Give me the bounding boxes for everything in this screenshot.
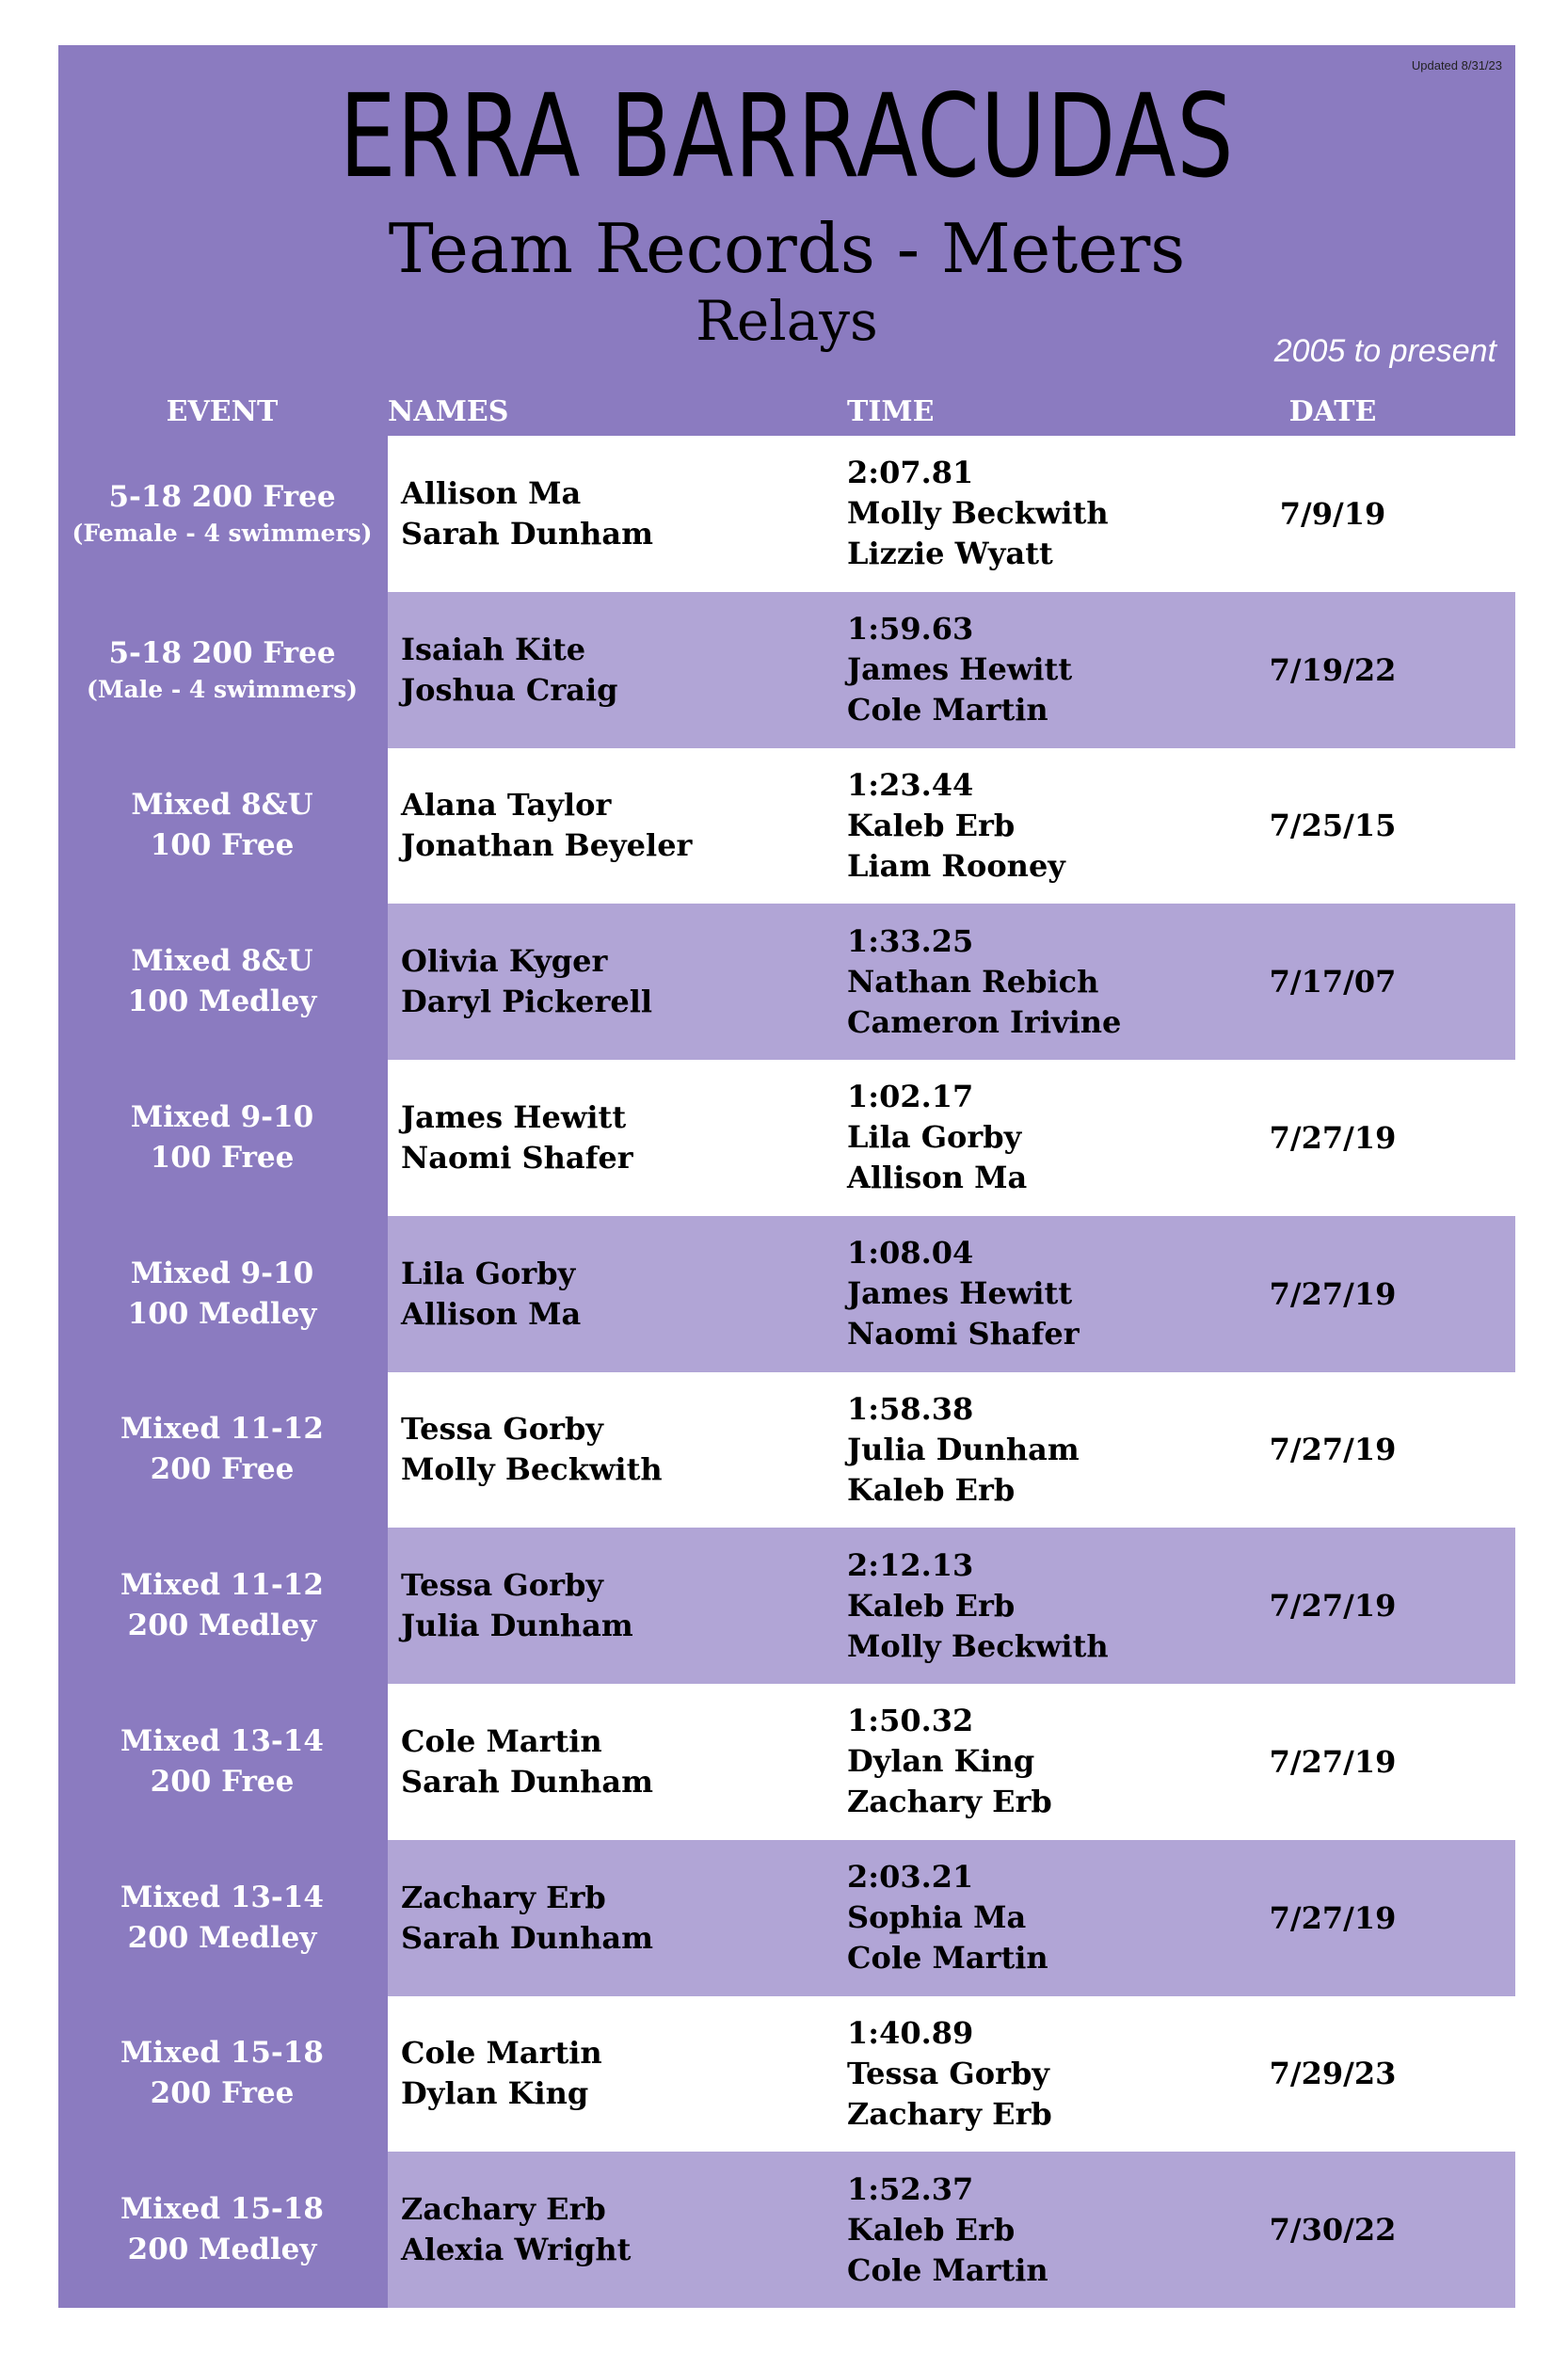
swimmer-name: Cole Martin (401, 1722, 602, 1759)
names-cell (401, 1216, 581, 1372)
record-cells (388, 1684, 1515, 1840)
swimmer-name: Kaleb Erb (847, 1587, 1016, 1624)
table-row (58, 1372, 1515, 1529)
swimmer-name: Allison Ma (401, 1295, 582, 1332)
table-row (58, 2152, 1515, 2308)
event-name: Mixed 9-10 (130, 1099, 314, 1134)
event-cell (58, 1528, 386, 1684)
swimmer-name: Liam Rooney (847, 847, 1065, 884)
record-cells (388, 592, 1515, 748)
names-cell (401, 1996, 602, 2153)
swimmer-name: Cameron Irivine (847, 1003, 1122, 1040)
swimmer-name: Cole Martin (401, 2035, 602, 2072)
event-distance: 100 Medley (127, 984, 317, 1019)
record-time: 2:12.13 (847, 1546, 974, 1583)
record-date: 7/27/19 (1269, 1119, 1397, 1156)
table-row (58, 748, 1515, 904)
swimmer-name: Naomi Shafer (847, 1316, 1080, 1353)
swimmer-name: Isaiah Kite (401, 631, 586, 667)
names-cell (401, 1684, 653, 1840)
event-cell (58, 436, 386, 592)
record-time: 1:08.04 (847, 1235, 974, 1272)
time-cell (847, 1528, 1109, 1684)
swimmer-name: Tessa Gorby (847, 2055, 1049, 2091)
date-range: 2005 to present (1273, 333, 1496, 369)
event-cell (58, 904, 386, 1060)
event-distance: 200 Medley (127, 1920, 317, 1955)
event-distance: 200 Free (150, 1764, 295, 1799)
updated-date: Updated 8/31/23 (1411, 58, 1502, 72)
record-date: 7/25/15 (1269, 808, 1397, 844)
event-distance: 200 Medley (127, 1609, 317, 1643)
event-name: Mixed 8&U (131, 788, 313, 823)
record-cells (388, 436, 1515, 592)
event-cell (58, 1996, 386, 2153)
swimmer-name: Cole Martin (847, 692, 1048, 728)
swimmer-name: Molly Beckwith (847, 495, 1109, 532)
record-date: 7/27/19 (1269, 1899, 1397, 1936)
names-cell (401, 1060, 633, 1216)
record-date: 7/27/19 (1269, 1432, 1397, 1468)
record-time: 1:23.44 (847, 766, 974, 803)
event-cell (58, 1684, 386, 1840)
record-cells (388, 1528, 1515, 1684)
swimmer-name: Zachary Erb (401, 1879, 606, 1915)
record-time: 1:52.37 (847, 2170, 974, 2207)
record-date: 7/27/19 (1269, 1588, 1397, 1625)
record-date: 7/19/22 (1269, 651, 1397, 688)
time-cell (847, 904, 1121, 1060)
record-cells (388, 1372, 1515, 1529)
record-time: 1:40.89 (847, 2014, 974, 2051)
event-name: Mixed 11-12 (120, 1568, 324, 1603)
names-cell (401, 2152, 631, 2308)
names-cell (401, 1372, 663, 1529)
record-date: 7/27/19 (1269, 1743, 1397, 1780)
swimmer-name: Olivia Kyger (401, 943, 608, 980)
table-row (58, 592, 1515, 748)
event-distance: 100 Free (150, 1140, 295, 1175)
time-cell (847, 1216, 1080, 1372)
table-row (58, 904, 1515, 1060)
swimmer-name: Tessa Gorby (401, 1411, 603, 1448)
event-name: 5-18 200 Free (108, 480, 336, 515)
column-header-time: TIME (847, 395, 935, 428)
swimmer-name: Alexia Wright (401, 2232, 632, 2268)
event-distance: 200 Medley (127, 2233, 317, 2267)
event-distance: 100 Free (150, 828, 295, 863)
swimmer-name: Dylan King (401, 2075, 589, 2112)
time-cell (847, 1060, 1027, 1216)
event-distance: 200 Free (150, 1452, 295, 1487)
swimmer-name: Sophia Ma (847, 1899, 1027, 1936)
time-cell (847, 2152, 1048, 2308)
event-cell (58, 748, 386, 904)
names-cell (401, 1840, 653, 1996)
swimmer-name: Nathan Rebich (847, 963, 1099, 1000)
table-row (58, 1840, 1515, 1996)
swimmer-name: Zachary Erb (401, 2191, 606, 2228)
event-name: Mixed 8&U (131, 944, 313, 979)
event-cell (58, 2152, 386, 2308)
swimmer-name: Kaleb Erb (847, 2211, 1016, 2248)
swimmer-name: Kaleb Erb (847, 807, 1016, 843)
event-name: 5-18 200 Free (108, 636, 336, 671)
column-header-date: DATE (1288, 395, 1377, 428)
swimmer-name: Sarah Dunham (401, 1919, 653, 1956)
event-name: Mixed 11-12 (120, 1412, 324, 1447)
swimmer-name: Kaleb Erb (847, 1471, 1016, 1508)
event-cell (58, 592, 386, 748)
swimmer-name: James Hewitt (847, 651, 1073, 688)
record-time: 2:03.21 (847, 1859, 974, 1896)
swimmer-name: Lila Gorby (847, 1119, 1022, 1156)
time-cell (847, 1996, 1052, 2153)
table-row (58, 1528, 1515, 1684)
swimmer-name: Cole Martin (847, 1940, 1048, 1977)
swimmer-name: Sarah Dunham (401, 1763, 653, 1800)
record-time: 1:59.63 (847, 611, 974, 648)
event-note: (Female - 4 swimmers) (72, 520, 373, 548)
event-cell (58, 1372, 386, 1529)
record-time: 1:33.25 (847, 922, 974, 959)
table-row (58, 1684, 1515, 1840)
swimmer-name: Julia Dunham (401, 1608, 633, 1644)
time-cell (847, 1372, 1080, 1529)
swimmer-name: Molly Beckwith (847, 1627, 1109, 1664)
swimmer-name: Zachary Erb (847, 2095, 1052, 2132)
swimmer-name: Cole Martin (847, 2251, 1048, 2288)
event-name: Mixed 15-18 (120, 2036, 324, 2071)
swimmer-name: Zachary Erb (847, 1784, 1052, 1820)
event-cell (58, 1840, 386, 1996)
swimmer-name: Sarah Dunham (401, 515, 653, 552)
names-cell (401, 748, 692, 904)
record-cells (388, 1840, 1515, 1996)
swimmer-name: Julia Dunham (847, 1431, 1080, 1467)
time-cell (847, 1684, 1052, 1840)
swimmer-name: Lizzie Wyatt (847, 536, 1053, 572)
event-distance: 100 Medley (127, 1296, 317, 1331)
names-cell (401, 1528, 633, 1684)
swimmer-name: Molly Beckwith (401, 1451, 663, 1488)
record-cells (388, 2152, 1515, 2308)
swimmer-name: Jonathan Beyeler (401, 827, 693, 864)
team-title: ERRA BARRACUDAS (339, 70, 1235, 203)
record-time: 1:58.38 (847, 1390, 974, 1427)
record-cells (388, 904, 1515, 1060)
time-cell (847, 436, 1109, 592)
swimmer-name: Lila Gorby (401, 1255, 576, 1291)
record-date: 7/9/19 (1279, 495, 1386, 532)
event-note: (Male - 4 swimmers) (87, 676, 358, 704)
record-time: 2:07.81 (847, 455, 974, 491)
time-cell (847, 748, 1065, 904)
table-row (58, 436, 1515, 592)
record-date: 7/30/22 (1269, 2212, 1397, 2249)
event-distance: 200 Free (150, 2076, 295, 2111)
swimmer-name: Joshua Craig (401, 671, 618, 708)
event-cell (58, 1216, 386, 1372)
names-cell (401, 592, 618, 748)
record-time: 1:50.32 (847, 1703, 974, 1739)
event-name: Mixed 13-14 (120, 1880, 324, 1914)
swimmer-name: Naomi Shafer (401, 1139, 633, 1176)
record-date: 7/27/19 (1269, 1275, 1397, 1312)
table-row (58, 1216, 1515, 1372)
swimmer-name: Allison Ma (847, 1160, 1028, 1196)
record-cells (388, 748, 1515, 904)
swimmer-name: Alana Taylor (401, 787, 612, 824)
event-name: Mixed 13-14 (120, 1723, 324, 1758)
swimmer-name: Allison Ma (401, 474, 582, 511)
column-header-names: NAMES (388, 395, 509, 428)
records-table (58, 436, 1515, 2308)
swimmer-name: James Hewitt (847, 1275, 1073, 1312)
time-cell (847, 592, 1072, 748)
record-cells (388, 1996, 1515, 2153)
records-panel (58, 45, 1515, 2308)
names-cell (401, 436, 653, 592)
record-date: 7/17/07 (1269, 964, 1397, 1000)
category-title: Relays (696, 289, 878, 353)
swimmer-name: James Hewitt (401, 1098, 627, 1135)
page-subtitle: Team Records - Meters (388, 209, 1186, 288)
names-cell (401, 904, 652, 1060)
record-date: 7/29/23 (1269, 2056, 1397, 2092)
record-cells (388, 1060, 1515, 1216)
table-row (58, 1996, 1515, 2153)
event-name: Mixed 9-10 (130, 1256, 314, 1290)
table-row (58, 1060, 1515, 1216)
swimmer-name: Dylan King (847, 1743, 1035, 1780)
swimmer-name: Daryl Pickerell (401, 984, 652, 1020)
column-header-event: EVENT (166, 395, 279, 428)
swimmer-name: Tessa Gorby (401, 1567, 603, 1604)
record-time: 1:02.17 (847, 1079, 974, 1115)
time-cell (847, 1840, 1048, 1996)
record-cells (388, 1216, 1515, 1372)
event-name: Mixed 15-18 (120, 2192, 324, 2227)
event-cell (58, 1060, 386, 1216)
